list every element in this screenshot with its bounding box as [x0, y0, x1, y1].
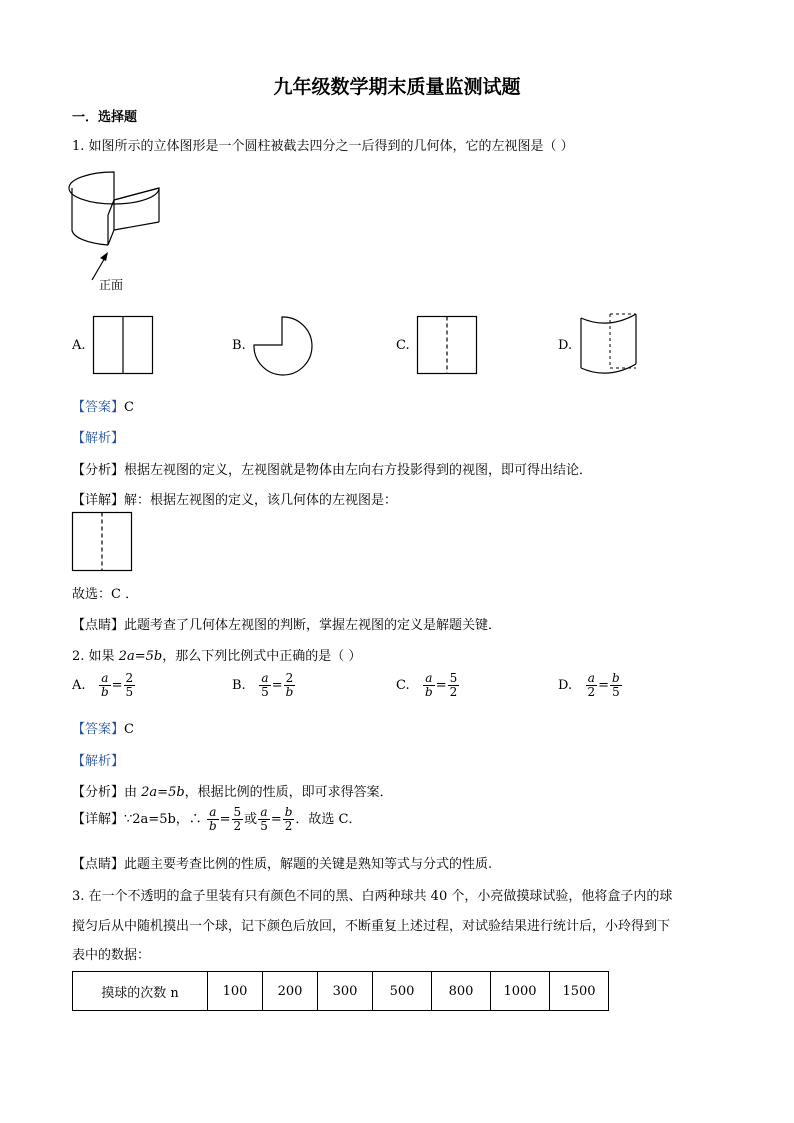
frac-num: a [423, 672, 435, 686]
fenxi-tag: 【分析】 [72, 463, 125, 478]
fenxi-pre: 由 [124, 785, 142, 800]
q2-stem [72, 645, 361, 664]
frac-num: a [207, 806, 219, 820]
q1-stem: 1. 如图所示的立体图形是一个圆柱被截去四分之一后得到的几何体，它的左视图是（ ） [72, 139, 574, 154]
q3-line-3: 表中的数据： [72, 948, 151, 963]
q3-line-2: 搅匀后从中随机摸出一个球，记下颜色后放回，不断重复上述过程，对试验结果进行统计后，小玲得到下 [72, 919, 671, 934]
dianjing-tag: 【点睛】 [72, 857, 125, 872]
frac-den: b [425, 685, 433, 699]
frac-num: a [586, 672, 598, 686]
q2-option-c [396, 672, 460, 699]
q1-fenxi [72, 459, 592, 478]
q1-analysis [72, 427, 124, 446]
q2-option-a [72, 672, 136, 699]
q2-option-a-label: A. [72, 678, 86, 693]
fenxi-post: ，根据比例的性质，即可求得答案． [184, 785, 393, 800]
fenxi-math: 2a=5b [141, 785, 185, 800]
frac-den: 5 [125, 685, 134, 699]
equals-sign: = [219, 812, 231, 827]
frac-num: a [99, 672, 111, 686]
table-cell: 500 [373, 972, 432, 1011]
frac-num: 2 [284, 672, 296, 686]
frac-den: 2 [284, 819, 293, 833]
table-header-cell: 摸球的次数 n [73, 972, 208, 1011]
q1-option-b-figure [253, 316, 313, 376]
dianjing-tag: 【点睛】 [72, 618, 125, 633]
frac-den: 5 [612, 685, 620, 699]
xiangjie-tag: 【详解】 [72, 812, 125, 827]
table-cell: 1000 [491, 972, 550, 1011]
table-cell: 800 [432, 972, 491, 1011]
table-cell: 300 [318, 972, 373, 1011]
frac-num: b [612, 671, 620, 685]
fenxi-tag: 【分析】 [72, 785, 125, 800]
fenxi-text: 根据左视图的定义，左视图就是物体由左向右方投影得到的视图，即可得出结论． [124, 463, 593, 478]
equals-sign: = [111, 678, 123, 693]
q2-stem-post: ，那么下列比例式中正确的是（ ） [162, 649, 362, 664]
xiangjie-pre: ∵2a=5b，∴ [124, 812, 202, 827]
q2-fenxi [72, 781, 393, 800]
frac-num: a [258, 806, 270, 820]
q1-option-a-figure [93, 316, 153, 374]
dianjing-text: 此题主要考查比例的性质，解题的关键是熟知等式与分式的性质. [124, 857, 493, 872]
frac-den: b [100, 685, 109, 699]
equals-sign: = [598, 678, 610, 693]
q2-xiangjie [72, 806, 362, 833]
q2-option-b [232, 672, 296, 699]
frac-num: 5 [233, 805, 242, 819]
table-row [73, 972, 609, 1011]
q1-answer [72, 396, 134, 415]
trial-table [72, 971, 609, 1011]
q2-stem-math: 2a=5b [118, 649, 163, 664]
frac-den: 5 [261, 685, 269, 699]
xiangjie-tag: 【详解】 [72, 493, 125, 508]
dianjing-text: 此题考查了几何体左视图的判断，掌握左视图的定义是解题关键． [124, 618, 502, 633]
frac-num: 2 [125, 671, 134, 685]
equals-sign: = [270, 812, 282, 827]
q2-option-d-label: D. [558, 678, 573, 693]
frac-den: b [208, 819, 217, 833]
q1-choose: 故选：C ． [72, 587, 139, 602]
or-text: 或 [244, 812, 258, 827]
analysis-tag: 【解析】 [72, 431, 125, 446]
q1-option-a-label: A. [72, 338, 86, 353]
frac-num: a [259, 672, 271, 686]
frac-den: 2 [587, 685, 596, 699]
equals-sign: = [435, 678, 447, 693]
q1-option-c-label: C. [396, 338, 410, 353]
analysis-tag: 【解析】 [72, 754, 125, 769]
q1-xiangjie [72, 489, 397, 508]
q1-solution-figure [72, 512, 132, 572]
q1-dianjing [72, 614, 501, 633]
q2-answer [72, 718, 134, 737]
frac-den: 2 [449, 685, 458, 699]
q1-option-d-label: D. [558, 338, 573, 353]
q1-option-d-figure [578, 312, 640, 378]
table-cell: 200 [263, 972, 318, 1011]
q1-option-b-label: B. [232, 338, 246, 353]
xiangjie-text: 解：根据左视图的定义，该几何体的左视图是： [124, 493, 398, 508]
answer-tag: 【答案】 [72, 722, 125, 737]
q2-analysis [72, 750, 124, 769]
table-cell: 100 [208, 972, 263, 1011]
front-label: 正面 [99, 278, 124, 292]
q2-dianjing [72, 853, 492, 872]
equals-sign: = [271, 678, 283, 693]
frac-num: 5 [449, 671, 458, 685]
q3-line-1: 3. 在一个不透明的盒子里装有只有颜色不同的黑、白两种球共 40 个，小亮做摸球试验，他将盒子内的球 [72, 889, 673, 904]
xiangjie-post: ．故选 C． [295, 812, 362, 827]
q2-option-c-label: C. [396, 678, 410, 693]
q2-stem-pre: 2. 如果 [72, 649, 119, 664]
section-heading: 一．选择题 [72, 110, 138, 125]
frac-num: b [284, 805, 293, 819]
q1-solid-figure [68, 160, 178, 295]
answer-value: C [124, 400, 134, 415]
q2-option-d [558, 672, 623, 699]
table-cell: 1500 [550, 972, 609, 1011]
page-title: 九年级数学期末质量监测试题 [273, 76, 521, 98]
answer-tag: 【答案】 [72, 400, 125, 415]
q1-option-c-figure [417, 316, 477, 374]
frac-den: 5 [260, 819, 268, 833]
frac-den: b [285, 685, 294, 699]
answer-value: C [124, 722, 134, 737]
q2-option-b-label: B. [232, 678, 246, 693]
frac-den: 2 [233, 819, 242, 833]
